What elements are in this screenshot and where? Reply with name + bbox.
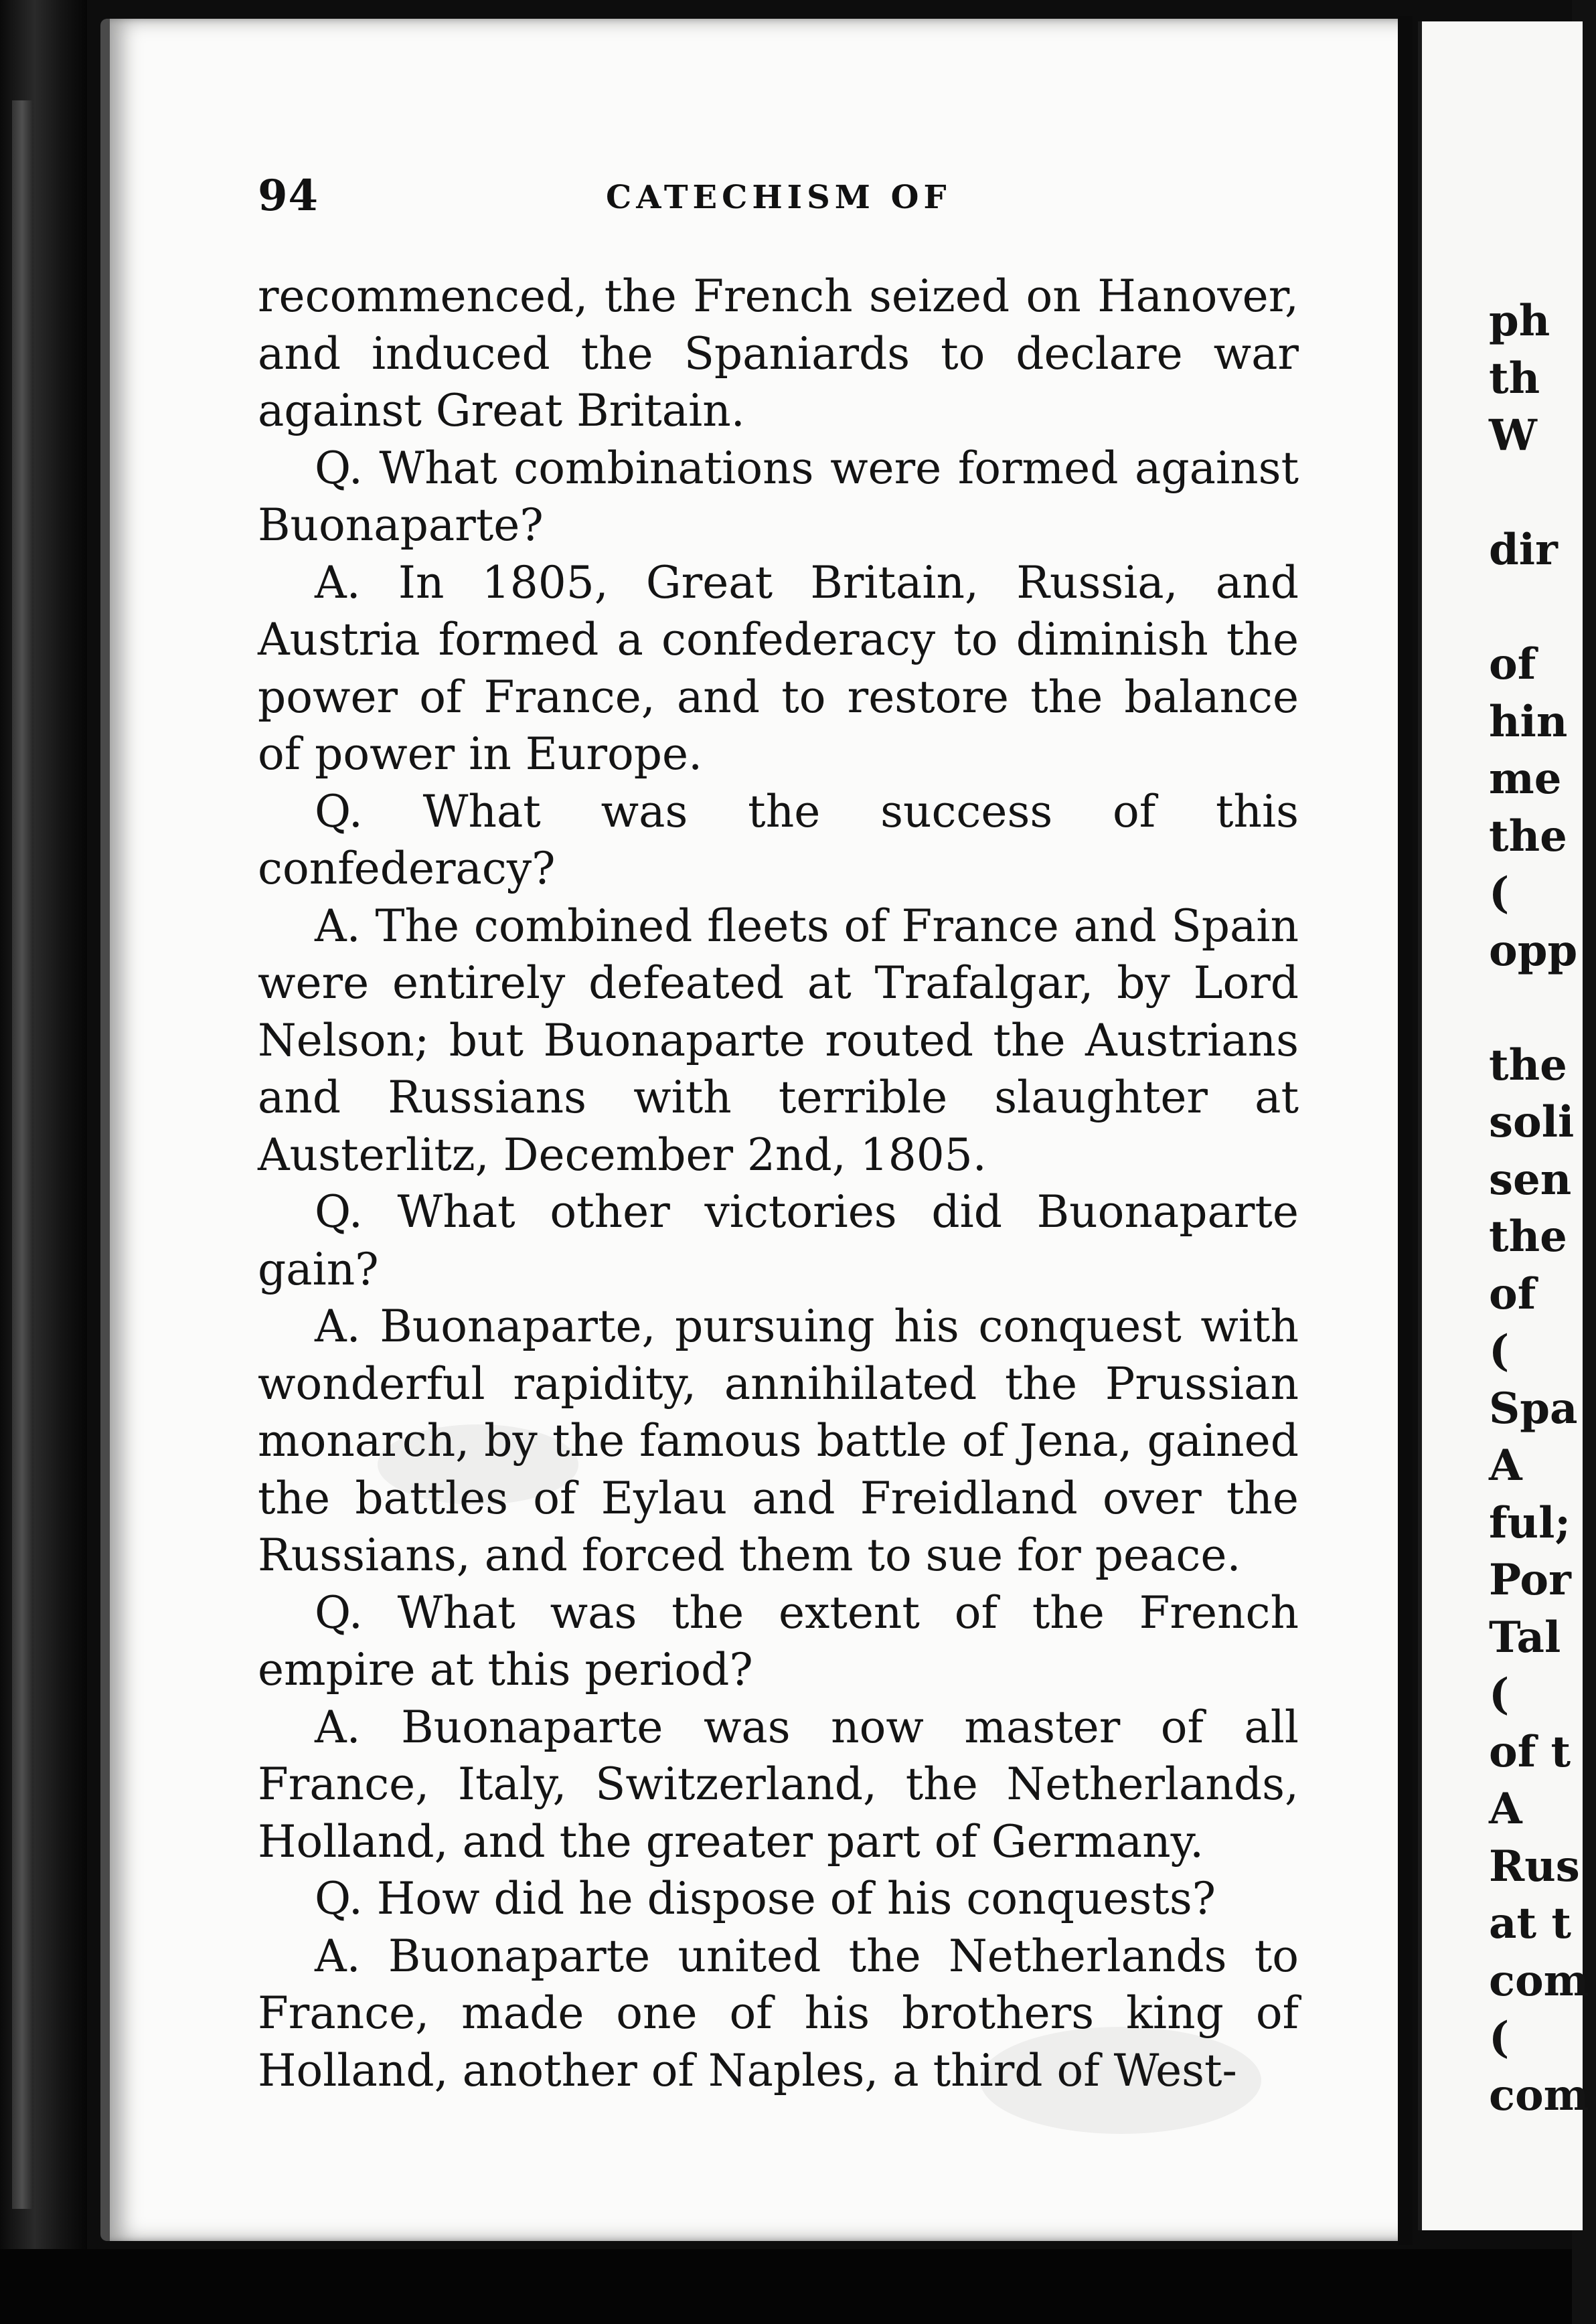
- facing-page-fragment: of t: [1489, 1726, 1571, 1777]
- facing-page-fragment: Rus: [1489, 1841, 1580, 1892]
- answer-paragraph: A. In 1805, Great Britain, Russia, and Austria formed a confederacy to diminish the power of France, and to restore the balance of power in Europe.: [258, 556, 1299, 780]
- facing-page-fragment: W: [1489, 410, 1537, 461]
- facing-page-fragment: soli: [1489, 1097, 1575, 1147]
- facing-page-fragment: (: [1489, 868, 1510, 918]
- facing-page-fragment: hin: [1489, 696, 1568, 747]
- facing-page-fragment: dir: [1489, 525, 1558, 575]
- question-paragraph: Q. What combinations were formed against Buonaparte?: [258, 442, 1299, 551]
- body-text: [258, 268, 1299, 2099]
- facing-page-fragment: (: [1489, 1669, 1510, 1720]
- question-paragraph: Q. How did he dispose of his conquests?: [315, 1873, 1216, 1924]
- facing-page-fragment: [1489, 979, 1596, 1037]
- facing-page-fragment: of: [1489, 639, 1536, 689]
- facing-page-fragment: opp: [1489, 925, 1578, 976]
- answer-paragraph: A. Buonaparte united the Netherlands to France, made one of his brothers king of Holland, another of Naples, a third of West-: [258, 1930, 1299, 2096]
- facing-page-fragment: (: [1489, 1326, 1510, 1376]
- facing-page-fragment: the: [1489, 1040, 1567, 1090]
- book-spine-left: [0, 0, 87, 2324]
- facing-page-fragment: Por: [1489, 1555, 1571, 1605]
- facing-page-fragment: ful;: [1489, 1497, 1571, 1548]
- facing-page-fragment: the: [1489, 1212, 1567, 1262]
- facing-page-fragment: sen: [1489, 1154, 1572, 1205]
- gutter-edge: [1398, 16, 1413, 2245]
- running-head: [258, 171, 1315, 224]
- page-number: 94: [258, 171, 319, 221]
- facing-page-fragment: com: [1489, 1955, 1589, 2006]
- scan-bottom-margin: [0, 2249, 1572, 2324]
- facing-page-fragment: th: [1489, 353, 1540, 404]
- answer-paragraph: A. Buonaparte was now master of all France, Italy, Switzerland, the Netherlands, Holland, and the greater part of Germany.: [258, 1701, 1299, 1868]
- facing-page-fragment: A: [1489, 1440, 1522, 1491]
- question-paragraph: Q. What was the success of this confederacy?: [258, 785, 1299, 894]
- facing-page-fragment: [1489, 579, 1596, 637]
- paragraph-continuation: recommenced, the French seized on Hanover, and induced the Spaniards to declare war against Great Britain.: [258, 270, 1299, 436]
- facing-page-fragment: me: [1489, 754, 1562, 804]
- facing-page-text-fragments: [1489, 293, 1596, 2124]
- facing-page-fragment: (: [1489, 2013, 1510, 2063]
- facing-page-fragment: com: [1489, 2070, 1589, 2121]
- facing-page-fragment: at t: [1489, 1898, 1571, 1948]
- facing-page-fragment: A: [1489, 1784, 1522, 1834]
- facing-page-fragment: Spa: [1489, 1383, 1578, 1434]
- question-paragraph: Q. What was the extent of the French empire at this period?: [258, 1586, 1299, 1695]
- facing-page-fragment: the: [1489, 811, 1567, 861]
- right-facing-page: [1418, 21, 1589, 2230]
- answer-paragraph: A. Buonaparte, pursuing his conquest with wonderful rapidity, annihilated the Prussian monarch, by the famous battle of Jena, gained the battles of Eylau and Freidland over the Russians, and forced them to sue for peace.: [258, 1301, 1299, 1581]
- facing-page-fragment: Tal: [1489, 1612, 1561, 1663]
- question-paragraph: Q. What other victories did Buonaparte gain?: [258, 1186, 1299, 1295]
- answer-paragraph: A. The combined fleets of France and Spain were entirely defeated at Trafalgar, by Lord Nelson; but Buonaparte routed the Austrians and Russians with terrible slaughter at Austerlitz, December 2nd, 1805.: [258, 900, 1299, 1181]
- facing-page-fragment: [1489, 465, 1596, 522]
- spine-strip: [12, 100, 32, 2209]
- running-title: CATECHISM OF: [606, 179, 951, 216]
- facing-page-fragment: of: [1489, 1268, 1536, 1319]
- facing-page-fragment: ph: [1489, 296, 1550, 346]
